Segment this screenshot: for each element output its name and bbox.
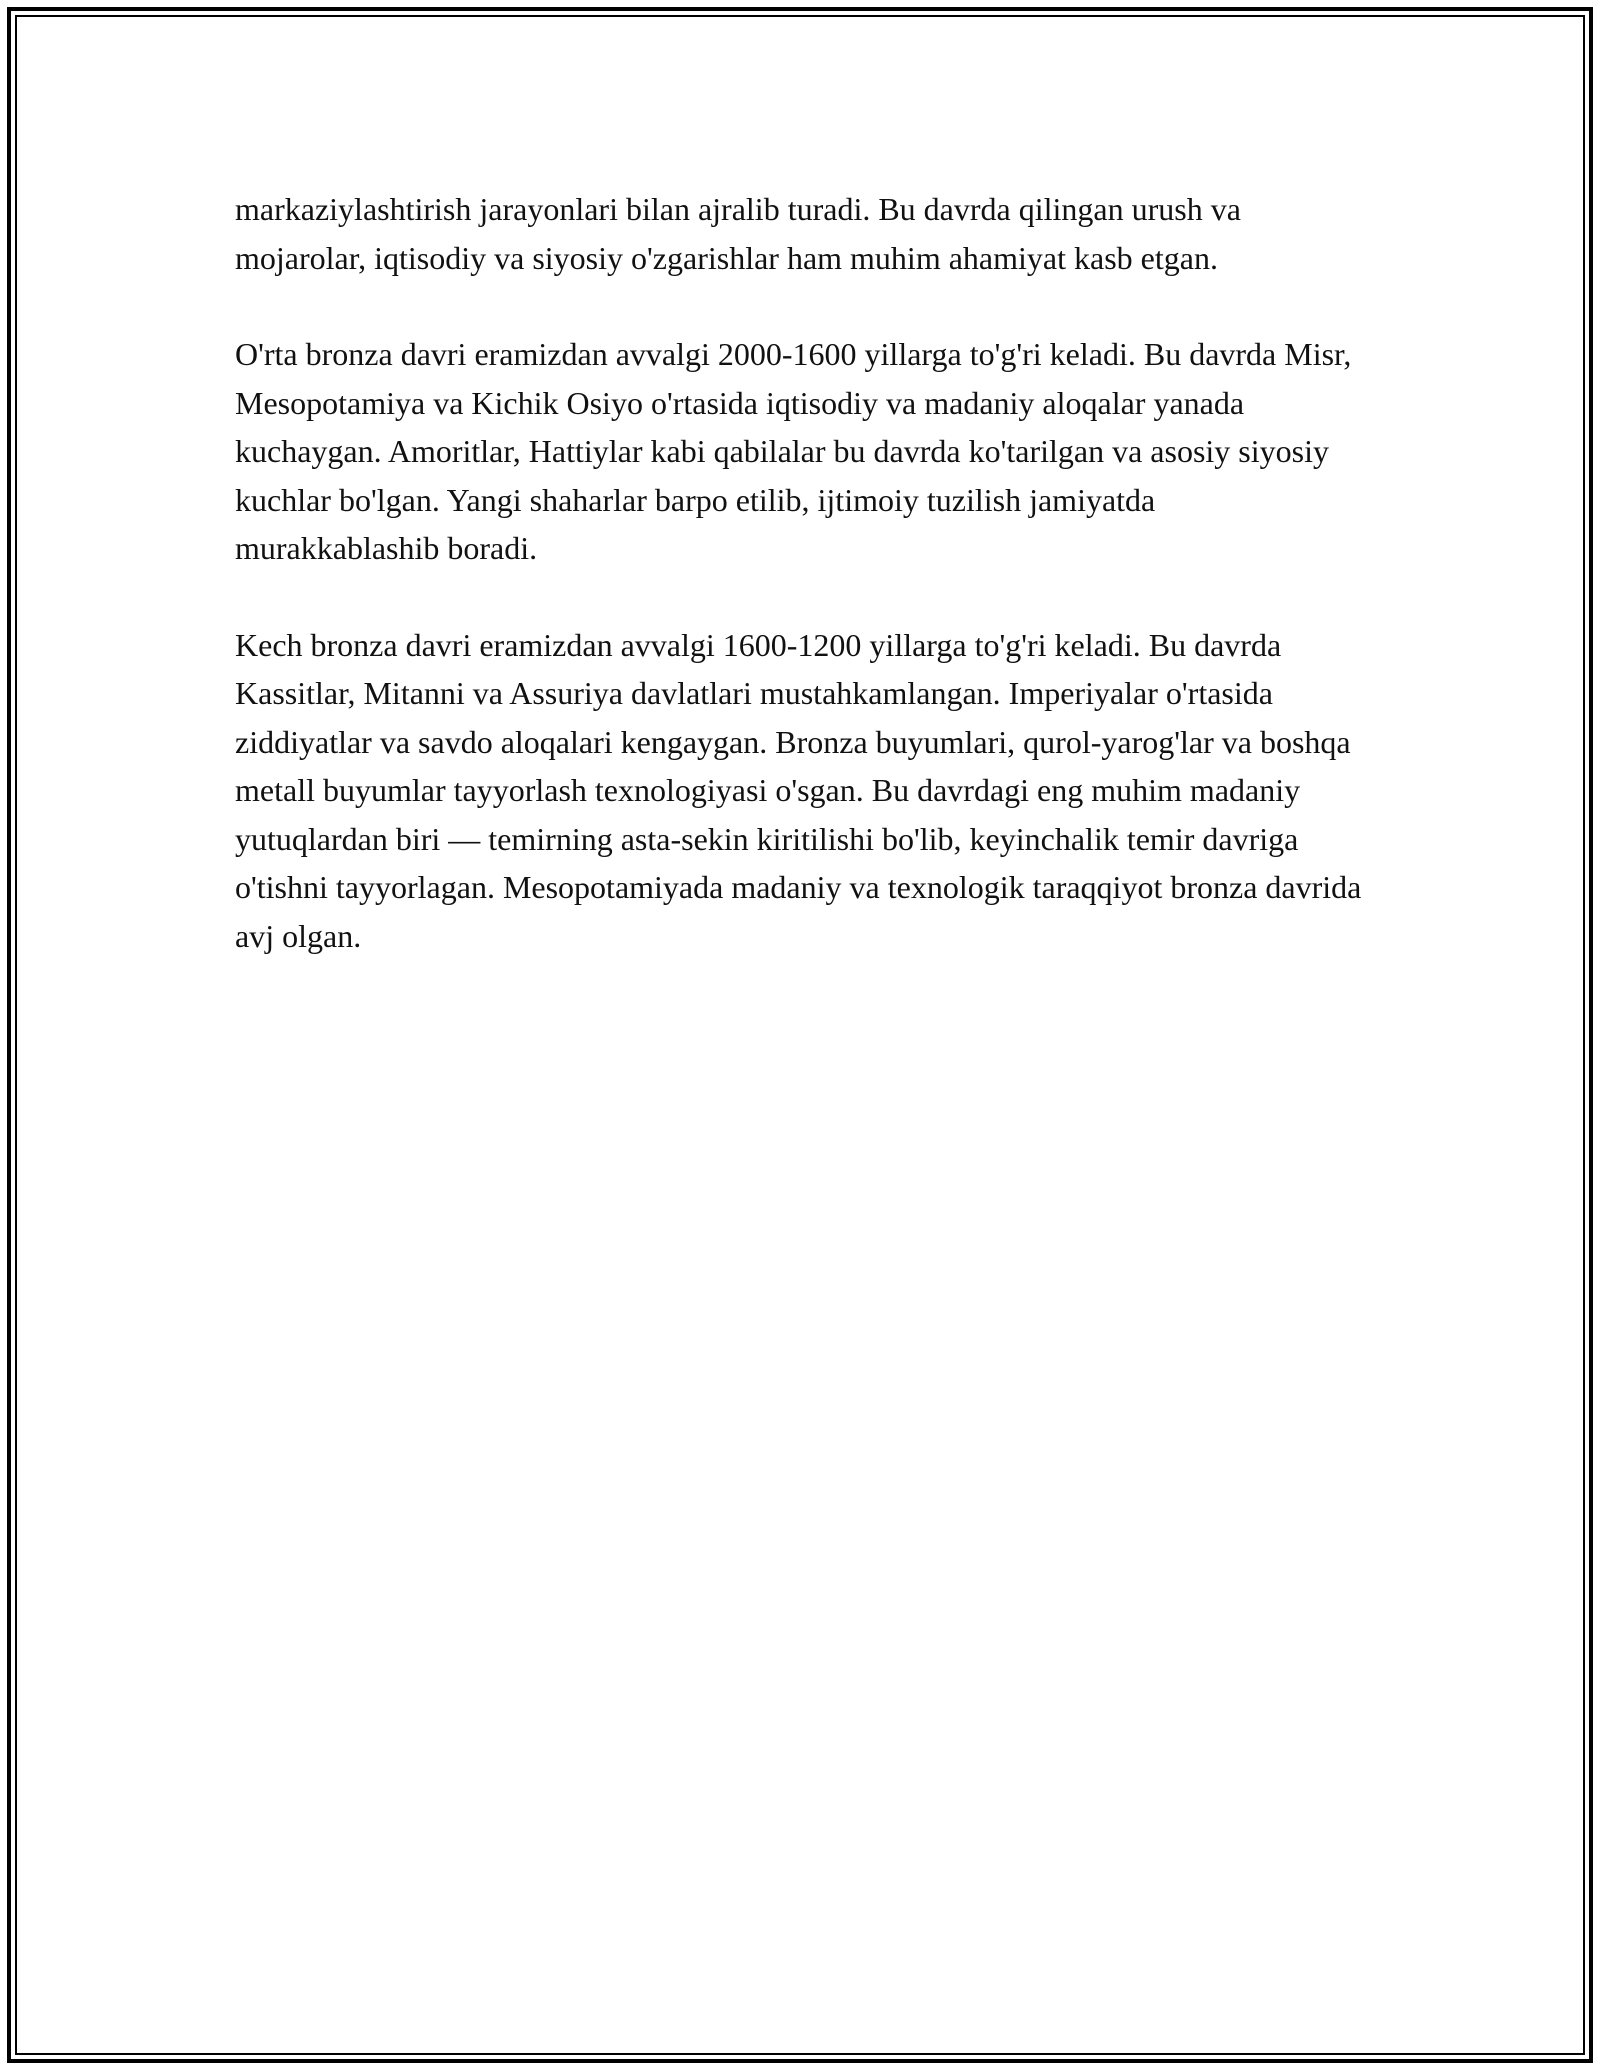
document-body [235, 185, 1365, 1008]
paragraph-2: O'rta bronza davri eramizdan avvalgi 2000-1600 yillarga to'g'ri keladi. Bu davrda Misr, Mesopotamiya va Kichik Osiyo o'rtasida iqtisodiy va madaniy aloqalar yanada kuchaygan. Amoritlar, Hattiylar kabi qabilalar bu davrda ko'tarilgan va asosiy siyosiy kuchlar bo'lgan. Yangi shaharlar barpo etilib, ijtimoiy tuzilish jamiyatda murakkablashib boradi. [235, 336, 1352, 566]
paragraph-3: Kech bronza davri eramizdan avvalgi 1600-1200 yillarga to'g'ri keladi. Bu davrda Kassitlar, Mitanni va Assuriya davlatlari mustahkamlangan. Imperiyalar o'rtasida ziddiyatlar va savdo aloqalari kengaygan. Bronza buyumlari, qurol-yarog'lar va boshqa metall buyumlar tayyorlash texnologiyasi o'sgan. Bu davrdagi eng muhim madaniy yutuqlardan biri — temirning asta-sekin kiritilishi bo'lib, keyinchalik temir davriga o'tishni tayyorlagan. Mesopotamiyada madaniy va texnologik taraqqiyot bronza davrida avj olgan. [235, 626, 1362, 954]
paragraph-1: markaziylashtirish jarayonlari bilan ajralib turadi. Bu davrda qilingan urush va mojarolar, iqtisodiy va siyosiy o'zgarishlar ham muhim ahamiyat kasb etgan. [235, 191, 1241, 276]
